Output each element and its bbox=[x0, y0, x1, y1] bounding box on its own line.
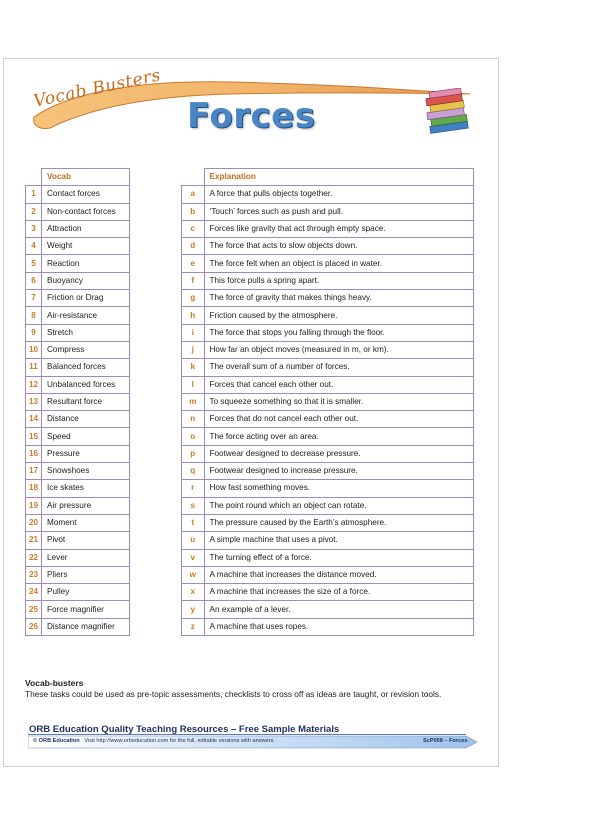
vocab-header-row bbox=[26, 169, 130, 186]
vocab-row bbox=[26, 307, 130, 324]
vocab-word: Friction or Drag bbox=[42, 290, 130, 307]
explanation-row bbox=[182, 393, 474, 410]
vocab-word: Force magnifier bbox=[42, 601, 130, 618]
footer-heading: Vocab-busters bbox=[25, 678, 84, 688]
explanation-row bbox=[182, 618, 474, 635]
vocab-row bbox=[26, 480, 130, 497]
orb-visit-text: Visit http://www.orbeducation.com for the full, editable versions with answers. bbox=[84, 738, 275, 744]
explanation-text: To squeeze something so that it is smaller. bbox=[204, 393, 473, 410]
explanation-row bbox=[182, 203, 474, 220]
vocab-word: Pivot bbox=[42, 532, 130, 549]
footer-text: These tasks could be used as pre-topic assessments, checklists to cross off as ideas are taught, or revision tools. bbox=[25, 689, 442, 699]
explanation-letter: w bbox=[182, 566, 205, 583]
vocab-word: Distance magnifier bbox=[42, 618, 130, 635]
orb-copyright: © ORB Education bbox=[33, 738, 80, 744]
vocab-number: 14 bbox=[26, 411, 42, 428]
vocab-number: 5 bbox=[26, 255, 42, 272]
vocab-word: Buoyancy bbox=[42, 272, 130, 289]
explanation-text: A machine that uses ropes. bbox=[204, 618, 473, 635]
books-icon bbox=[422, 88, 472, 138]
explanation-row bbox=[182, 566, 474, 583]
explanation-text: A simple machine that uses a pivot. bbox=[204, 532, 473, 549]
vocab-row bbox=[26, 324, 130, 341]
explanation-row bbox=[182, 463, 474, 480]
explanation-letter: j bbox=[182, 341, 205, 358]
explanation-text: Forces like gravity that act through empty space. bbox=[204, 220, 473, 237]
vocab-word: Unbalanced forces bbox=[42, 376, 130, 393]
vocab-row bbox=[26, 601, 130, 618]
explanation-text: Friction caused by the atmosphere. bbox=[204, 307, 473, 324]
explanation-letter: x bbox=[182, 584, 205, 601]
explanation-letter: e bbox=[182, 255, 205, 272]
explanation-text: The pressure caused by the Earth’s atmosphere. bbox=[204, 514, 473, 531]
explanation-row bbox=[182, 272, 474, 289]
explanation-letter: a bbox=[182, 186, 205, 203]
vocab-word: Air pressure bbox=[42, 497, 130, 514]
vocab-number: 19 bbox=[26, 497, 42, 514]
vocab-row bbox=[26, 220, 130, 237]
vocab-row bbox=[26, 549, 130, 566]
explanation-row bbox=[182, 290, 474, 307]
vocab-row bbox=[26, 411, 130, 428]
vocab-heading: Vocab bbox=[42, 169, 130, 186]
vocab-word: Compress bbox=[42, 341, 130, 358]
vocab-word: Distance bbox=[42, 411, 130, 428]
vocab-word: Contact forces bbox=[42, 186, 130, 203]
vocab-row bbox=[26, 359, 130, 376]
explanation-letter: y bbox=[182, 601, 205, 618]
explanation-row bbox=[182, 532, 474, 549]
vocab-number: 11 bbox=[26, 359, 42, 376]
vocab-row bbox=[26, 393, 130, 410]
vocab-row bbox=[26, 532, 130, 549]
vocab-number: 1 bbox=[26, 186, 42, 203]
explanation-letter: g bbox=[182, 290, 205, 307]
orb-title: ORB Education Quality Teaching Resources – Free Sample Materials bbox=[29, 724, 340, 735]
explanation-header-blank bbox=[182, 169, 205, 186]
explanation-header-row bbox=[182, 169, 474, 186]
page-title: Forces bbox=[187, 96, 316, 136]
vocab-number: 17 bbox=[26, 463, 42, 480]
explanation-row bbox=[182, 324, 474, 341]
explanation-row bbox=[182, 601, 474, 618]
vocab-word: Ice skates bbox=[42, 480, 130, 497]
vocab-number: 13 bbox=[26, 393, 42, 410]
vocab-number: 2 bbox=[26, 203, 42, 220]
explanation-text: The force that stops you falling through the floor. bbox=[204, 324, 473, 341]
explanation-row bbox=[182, 238, 474, 255]
explanation-row bbox=[182, 359, 474, 376]
explanation-row bbox=[182, 341, 474, 358]
explanation-row bbox=[182, 480, 474, 497]
vocab-number: 10 bbox=[26, 341, 42, 358]
vocab-word: Weight bbox=[42, 238, 130, 255]
explanation-row bbox=[182, 445, 474, 462]
explanation-row bbox=[182, 411, 474, 428]
vocab-number: 9 bbox=[26, 324, 42, 341]
vocab-word: Moment bbox=[42, 514, 130, 531]
explanation-letter: k bbox=[182, 359, 205, 376]
vocab-row bbox=[26, 255, 130, 272]
explanation-row bbox=[182, 220, 474, 237]
explanation-letter: v bbox=[182, 549, 205, 566]
explanation-letter: r bbox=[182, 480, 205, 497]
explanation-row bbox=[182, 307, 474, 324]
vocab-row bbox=[26, 463, 130, 480]
vocab-number: 24 bbox=[26, 584, 42, 601]
explanation-heading: Explanation bbox=[204, 169, 473, 186]
vocab-row bbox=[26, 238, 130, 255]
banner-text: Vocab Busters bbox=[31, 65, 163, 112]
explanation-table bbox=[181, 168, 474, 636]
vocab-word: Reaction bbox=[42, 255, 130, 272]
vocab-word: Stretch bbox=[42, 324, 130, 341]
explanation-row bbox=[182, 376, 474, 393]
vocab-number: 25 bbox=[26, 601, 42, 618]
vocab-number: 15 bbox=[26, 428, 42, 445]
orb-footer-left bbox=[33, 738, 275, 744]
vocab-word: Snowshoes bbox=[42, 463, 130, 480]
vocab-row bbox=[26, 584, 130, 601]
explanation-letter: p bbox=[182, 445, 205, 462]
explanation-text: The force felt when an object is placed in water. bbox=[204, 255, 473, 272]
explanation-letter: m bbox=[182, 393, 205, 410]
explanation-letter: s bbox=[182, 497, 205, 514]
explanation-text: A machine that increases the distance moved. bbox=[204, 566, 473, 583]
explanation-letter: d bbox=[182, 238, 205, 255]
explanation-text: A force that pulls objects together. bbox=[204, 186, 473, 203]
vocab-row bbox=[26, 428, 130, 445]
vocab-number: 23 bbox=[26, 566, 42, 583]
explanation-text: This force pulls a spring apart. bbox=[204, 272, 473, 289]
vocab-word: Resultant force bbox=[42, 393, 130, 410]
vocab-number: 7 bbox=[26, 290, 42, 307]
orb-code: ScP058 – Forces bbox=[423, 738, 468, 744]
explanation-text: Forces that cancel each other out. bbox=[204, 376, 473, 393]
vocab-word: Non-contact forces bbox=[42, 203, 130, 220]
vocab-row bbox=[26, 290, 130, 307]
explanation-letter: l bbox=[182, 376, 205, 393]
explanation-row bbox=[182, 549, 474, 566]
vocab-word: Speed bbox=[42, 428, 130, 445]
vocab-number: 26 bbox=[26, 618, 42, 635]
vocab-word: Pulley bbox=[42, 584, 130, 601]
vocab-row bbox=[26, 514, 130, 531]
explanation-letter: f bbox=[182, 272, 205, 289]
vocab-row bbox=[26, 376, 130, 393]
vocab-row bbox=[26, 203, 130, 220]
explanation-letter: q bbox=[182, 463, 205, 480]
explanation-letter: h bbox=[182, 307, 205, 324]
vocab-header-blank bbox=[26, 169, 42, 186]
explanation-letter: o bbox=[182, 428, 205, 445]
explanation-text: How fast something moves. bbox=[204, 480, 473, 497]
vocab-number: 18 bbox=[26, 480, 42, 497]
explanation-letter: n bbox=[182, 411, 205, 428]
explanation-text: The force acting over an area. bbox=[204, 428, 473, 445]
vocab-row bbox=[26, 618, 130, 635]
explanation-letter: z bbox=[182, 618, 205, 635]
explanation-letter: b bbox=[182, 203, 205, 220]
explanation-text: Forces that do not cancel each other out. bbox=[204, 411, 473, 428]
explanation-letter: c bbox=[182, 220, 205, 237]
explanation-text: The overall sum of a number of forces. bbox=[204, 359, 473, 376]
vocab-row bbox=[26, 186, 130, 203]
explanation-row bbox=[182, 428, 474, 445]
explanation-text: The force that acts to slow objects down. bbox=[204, 238, 473, 255]
explanation-letter: u bbox=[182, 532, 205, 549]
vocab-number: 21 bbox=[26, 532, 42, 549]
explanation-text: Footwear designed to increase pressure. bbox=[204, 463, 473, 480]
vocab-number: 12 bbox=[26, 376, 42, 393]
vocab-number: 16 bbox=[26, 445, 42, 462]
explanation-text: The point round which an object can rotate. bbox=[204, 497, 473, 514]
explanation-letter: t bbox=[182, 514, 205, 531]
vocab-number: 8 bbox=[26, 307, 42, 324]
explanation-text: Footwear designed to decrease pressure. bbox=[204, 445, 473, 462]
explanation-row bbox=[182, 497, 474, 514]
vocab-word: Pliers bbox=[42, 566, 130, 583]
vocab-table bbox=[25, 168, 130, 636]
vocab-row bbox=[26, 341, 130, 358]
vocab-word: Pressure bbox=[42, 445, 130, 462]
vocab-word: Air-resistance bbox=[42, 307, 130, 324]
vocab-word: Lever bbox=[42, 549, 130, 566]
vocab-word: Attraction bbox=[42, 220, 130, 237]
explanation-letter: i bbox=[182, 324, 205, 341]
explanation-row bbox=[182, 255, 474, 272]
vocab-number: 3 bbox=[26, 220, 42, 237]
vocab-number: 6 bbox=[26, 272, 42, 289]
explanation-text: An example of a lever. bbox=[204, 601, 473, 618]
vocab-row bbox=[26, 566, 130, 583]
explanation-row bbox=[182, 584, 474, 601]
vocab-number: 22 bbox=[26, 549, 42, 566]
vocab-number: 20 bbox=[26, 514, 42, 531]
explanation-text: How far an object moves (measured in m, or km). bbox=[204, 341, 473, 358]
vocab-row bbox=[26, 445, 130, 462]
explanation-text: A machine that increases the size of a force. bbox=[204, 584, 473, 601]
explanation-row bbox=[182, 514, 474, 531]
explanation-row bbox=[182, 186, 474, 203]
vocab-row bbox=[26, 272, 130, 289]
explanation-text: ‘Touch’ forces such as push and pull. bbox=[204, 203, 473, 220]
vocab-row bbox=[26, 497, 130, 514]
explanation-text: The turning effect of a force. bbox=[204, 549, 473, 566]
vocab-word: Balanced forces bbox=[42, 359, 130, 376]
explanation-text: The force of gravity that makes things heavy. bbox=[204, 290, 473, 307]
vocab-number: 4 bbox=[26, 238, 42, 255]
